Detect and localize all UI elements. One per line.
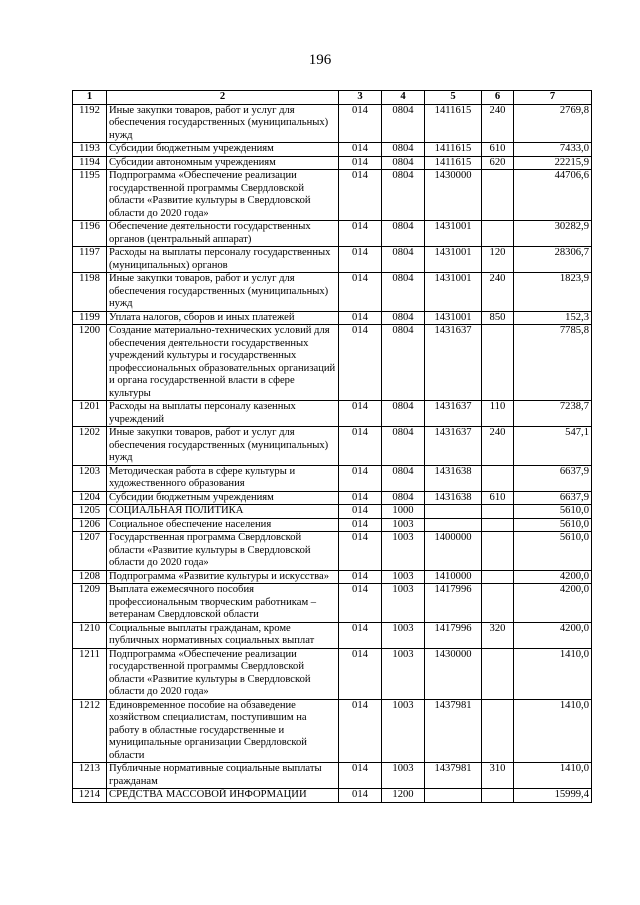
col-header-6: 6 xyxy=(482,91,514,105)
row-amount: 7433,0 xyxy=(514,143,592,157)
row-amount: 152,3 xyxy=(514,311,592,325)
row-number: 1197 xyxy=(73,247,107,273)
row-amount: 28306,7 xyxy=(514,247,592,273)
row-agency-code: 014 xyxy=(339,763,382,789)
row-target-code: 1437981 xyxy=(425,699,482,763)
row-expense-type xyxy=(482,532,514,571)
row-target-code: 1431637 xyxy=(425,427,482,466)
row-number: 1201 xyxy=(73,401,107,427)
row-amount: 4200,0 xyxy=(514,584,592,623)
row-section-code: 0804 xyxy=(382,465,425,491)
row-name: Публичные нормативные социальные выплаты гражданам xyxy=(107,763,339,789)
col-header-4: 4 xyxy=(382,91,425,105)
table-row xyxy=(73,699,592,763)
table-row xyxy=(73,104,592,143)
header-row xyxy=(73,91,592,105)
row-number: 1199 xyxy=(73,311,107,325)
row-number: 1211 xyxy=(73,648,107,699)
row-name: Иные закупки товаров, работ и услуг для обеспечения государственных (муниципальных) нужд xyxy=(107,427,339,466)
row-expense-type: 110 xyxy=(482,401,514,427)
row-section-code: 0804 xyxy=(382,221,425,247)
row-target-code: 1431638 xyxy=(425,491,482,505)
row-section-code: 1003 xyxy=(382,570,425,584)
table-row xyxy=(73,505,592,519)
row-expense-type: 610 xyxy=(482,491,514,505)
row-amount: 22215,9 xyxy=(514,156,592,170)
col-header-1: 1 xyxy=(73,91,107,105)
row-amount: 1410,0 xyxy=(514,699,592,763)
table-row xyxy=(73,622,592,648)
row-amount: 5610,0 xyxy=(514,505,592,519)
row-expense-type: 240 xyxy=(482,427,514,466)
row-expense-type xyxy=(482,699,514,763)
row-target-code: 1417996 xyxy=(425,584,482,623)
row-expense-type: 120 xyxy=(482,247,514,273)
row-target-code: 1430000 xyxy=(425,648,482,699)
row-section-code: 1003 xyxy=(382,622,425,648)
row-section-code: 0804 xyxy=(382,143,425,157)
table-row xyxy=(73,170,592,221)
row-target-code: 1437981 xyxy=(425,763,482,789)
row-number: 1210 xyxy=(73,622,107,648)
row-expense-type xyxy=(482,221,514,247)
row-name: Социальное обеспечение населения xyxy=(107,518,339,532)
table-row xyxy=(73,491,592,505)
table-row xyxy=(73,532,592,571)
table-row xyxy=(73,584,592,623)
row-section-code: 1003 xyxy=(382,699,425,763)
row-section-code: 1000 xyxy=(382,505,425,519)
row-expense-type: 320 xyxy=(482,622,514,648)
row-name: Подпрограмма «Обеспечение реализации государственной программы Свердловской области «Развитие культуры в Свердловской области до 2020 года» xyxy=(107,170,339,221)
row-number: 1209 xyxy=(73,584,107,623)
row-section-code: 1003 xyxy=(382,518,425,532)
row-agency-code: 014 xyxy=(339,505,382,519)
row-name: Субсидии автономным учреждениям xyxy=(107,156,339,170)
row-amount: 547,1 xyxy=(514,427,592,466)
row-amount: 7238,7 xyxy=(514,401,592,427)
row-name: Социальные выплаты гражданам, кроме публичных нормативных социальных выплат xyxy=(107,622,339,648)
row-name: Государственная программа Свердловской области «Развитие культуры в Свердловской области до 2020 года» xyxy=(107,532,339,571)
row-agency-code: 014 xyxy=(339,584,382,623)
row-section-code: 0804 xyxy=(382,427,425,466)
row-agency-code: 014 xyxy=(339,491,382,505)
table-row xyxy=(73,763,592,789)
row-number: 1214 xyxy=(73,789,107,803)
row-name: Методическая работа в сфере культуры и художественного образования xyxy=(107,465,339,491)
col-header-7: 7 xyxy=(514,91,592,105)
row-number: 1192 xyxy=(73,104,107,143)
row-target-code: 1411615 xyxy=(425,104,482,143)
row-name: Обеспечение деятельности государственных органов (центральный аппарат) xyxy=(107,221,339,247)
table-row xyxy=(73,143,592,157)
row-agency-code: 014 xyxy=(339,465,382,491)
row-agency-code: 014 xyxy=(339,699,382,763)
table-row xyxy=(73,156,592,170)
row-agency-code: 014 xyxy=(339,427,382,466)
row-amount: 1410,0 xyxy=(514,648,592,699)
row-number: 1212 xyxy=(73,699,107,763)
page-number: 196 xyxy=(308,52,332,68)
row-name: Выплата ежемесячного пособия профессиональным творческим работникам – ветеранам Свердловской области xyxy=(107,584,339,623)
table-body xyxy=(73,104,592,802)
row-number: 1207 xyxy=(73,532,107,571)
row-target-code xyxy=(425,518,482,532)
row-number: 1202 xyxy=(73,427,107,466)
row-amount: 15999,4 xyxy=(514,789,592,803)
row-amount: 30282,9 xyxy=(514,221,592,247)
row-number: 1213 xyxy=(73,763,107,789)
row-number: 1195 xyxy=(73,170,107,221)
row-expense-type: 240 xyxy=(482,104,514,143)
row-agency-code: 014 xyxy=(339,789,382,803)
table-row xyxy=(73,518,592,532)
row-amount: 6637,9 xyxy=(514,491,592,505)
row-amount: 2769,8 xyxy=(514,104,592,143)
row-amount: 4200,0 xyxy=(514,570,592,584)
row-target-code: 1411615 xyxy=(425,143,482,157)
row-agency-code: 014 xyxy=(339,401,382,427)
row-agency-code: 014 xyxy=(339,622,382,648)
row-agency-code: 014 xyxy=(339,518,382,532)
table-row xyxy=(73,273,592,312)
row-section-code: 0804 xyxy=(382,170,425,221)
row-expense-type xyxy=(482,584,514,623)
row-number: 1206 xyxy=(73,518,107,532)
row-expense-type: 240 xyxy=(482,273,514,312)
row-expense-type xyxy=(482,465,514,491)
row-agency-code: 014 xyxy=(339,104,382,143)
table-row xyxy=(73,570,592,584)
row-expense-type: 850 xyxy=(482,311,514,325)
row-name: Субсидии бюджетным учреждениям xyxy=(107,143,339,157)
budget-table xyxy=(72,90,592,803)
row-section-code: 0804 xyxy=(382,273,425,312)
row-name: Создание материально-технических условий для обеспечения деятельности государственных учреждений культуры и государственных профессиональных образовательных организаций и органа государственной власти в сфере культуры xyxy=(107,325,339,401)
row-target-code: 1431001 xyxy=(425,311,482,325)
row-target-code: 1400000 xyxy=(425,532,482,571)
row-section-code: 1003 xyxy=(382,763,425,789)
row-name: Расходы на выплаты персоналу государственных (муниципальных) органов xyxy=(107,247,339,273)
row-section-code: 1003 xyxy=(382,648,425,699)
row-target-code: 1430000 xyxy=(425,170,482,221)
row-expense-type xyxy=(482,648,514,699)
table-row xyxy=(73,401,592,427)
row-agency-code: 014 xyxy=(339,570,382,584)
row-name: СРЕДСТВА МАССОВОЙ ИНФОРМАЦИИ xyxy=(107,789,339,803)
row-number: 1205 xyxy=(73,505,107,519)
row-amount: 5610,0 xyxy=(514,532,592,571)
table-row xyxy=(73,325,592,401)
col-header-3: 3 xyxy=(339,91,382,105)
row-target-code xyxy=(425,789,482,803)
row-agency-code: 014 xyxy=(339,143,382,157)
row-amount: 7785,8 xyxy=(514,325,592,401)
row-number: 1194 xyxy=(73,156,107,170)
row-target-code xyxy=(425,505,482,519)
row-amount: 4200,0 xyxy=(514,622,592,648)
row-name: Подпрограмма «Обеспечение реализации государственной программы Свердловской области «Развитие культуры в Свердловской области до 2020 года» xyxy=(107,648,339,699)
row-number: 1208 xyxy=(73,570,107,584)
row-name: СОЦИАЛЬНАЯ ПОЛИТИКА xyxy=(107,505,339,519)
row-number: 1193 xyxy=(73,143,107,157)
row-expense-type xyxy=(482,518,514,532)
row-amount: 44706,6 xyxy=(514,170,592,221)
row-amount: 1823,9 xyxy=(514,273,592,312)
row-section-code: 0804 xyxy=(382,104,425,143)
row-name: Уплата налогов, сборов и иных платежей xyxy=(107,311,339,325)
row-name: Единовременное пособие на обзаведение хозяйством специалистам, поступившим на работу в областные государственные и муниципальные организации Свердловской области xyxy=(107,699,339,763)
row-name: Расходы на выплаты персоналу казенных учреждений xyxy=(107,401,339,427)
row-name: Субсидии бюджетным учреждениям xyxy=(107,491,339,505)
row-number: 1198 xyxy=(73,273,107,312)
row-section-code: 1003 xyxy=(382,532,425,571)
row-section-code: 0804 xyxy=(382,247,425,273)
row-name: Иные закупки товаров, работ и услуг для обеспечения государственных (муниципальных) нужд xyxy=(107,273,339,312)
row-agency-code: 014 xyxy=(339,247,382,273)
row-agency-code: 014 xyxy=(339,648,382,699)
row-number: 1200 xyxy=(73,325,107,401)
row-expense-type: 620 xyxy=(482,156,514,170)
row-agency-code: 014 xyxy=(339,273,382,312)
row-section-code: 0804 xyxy=(382,491,425,505)
row-section-code: 1200 xyxy=(382,789,425,803)
table-row xyxy=(73,311,592,325)
row-section-code: 0804 xyxy=(382,311,425,325)
table-row xyxy=(73,427,592,466)
row-target-code: 1431001 xyxy=(425,273,482,312)
table-row xyxy=(73,221,592,247)
row-expense-type xyxy=(482,170,514,221)
row-name: Иные закупки товаров, работ и услуг для обеспечения государственных (муниципальных) нужд xyxy=(107,104,339,143)
col-header-2: 2 xyxy=(107,91,339,105)
row-expense-type: 310 xyxy=(482,763,514,789)
row-agency-code: 014 xyxy=(339,532,382,571)
row-number: 1203 xyxy=(73,465,107,491)
row-agency-code: 014 xyxy=(339,170,382,221)
row-expense-type: 610 xyxy=(482,143,514,157)
row-target-code: 1417996 xyxy=(425,622,482,648)
row-expense-type xyxy=(482,325,514,401)
row-name: Подпрограмма «Развитие культуры и искусства» xyxy=(107,570,339,584)
row-agency-code: 014 xyxy=(339,156,382,170)
row-agency-code: 014 xyxy=(339,325,382,401)
row-target-code: 1411615 xyxy=(425,156,482,170)
row-expense-type xyxy=(482,570,514,584)
row-section-code: 0804 xyxy=(382,325,425,401)
row-section-code: 0804 xyxy=(382,401,425,427)
col-header-5: 5 xyxy=(425,91,482,105)
row-agency-code: 014 xyxy=(339,311,382,325)
table-row xyxy=(73,789,592,803)
row-section-code: 0804 xyxy=(382,156,425,170)
row-number: 1196 xyxy=(73,221,107,247)
row-number: 1204 xyxy=(73,491,107,505)
row-agency-code: 014 xyxy=(339,221,382,247)
table-row xyxy=(73,648,592,699)
row-amount: 1410,0 xyxy=(514,763,592,789)
row-amount: 5610,0 xyxy=(514,518,592,532)
row-target-code: 1431001 xyxy=(425,247,482,273)
row-amount: 6637,9 xyxy=(514,465,592,491)
row-section-code: 1003 xyxy=(382,584,425,623)
row-target-code: 1431637 xyxy=(425,325,482,401)
table-row xyxy=(73,247,592,273)
row-target-code: 1431001 xyxy=(425,221,482,247)
row-expense-type xyxy=(482,789,514,803)
row-target-code: 1431638 xyxy=(425,465,482,491)
row-target-code: 1431637 xyxy=(425,401,482,427)
row-expense-type xyxy=(482,505,514,519)
row-target-code: 1410000 xyxy=(425,570,482,584)
table-row xyxy=(73,465,592,491)
